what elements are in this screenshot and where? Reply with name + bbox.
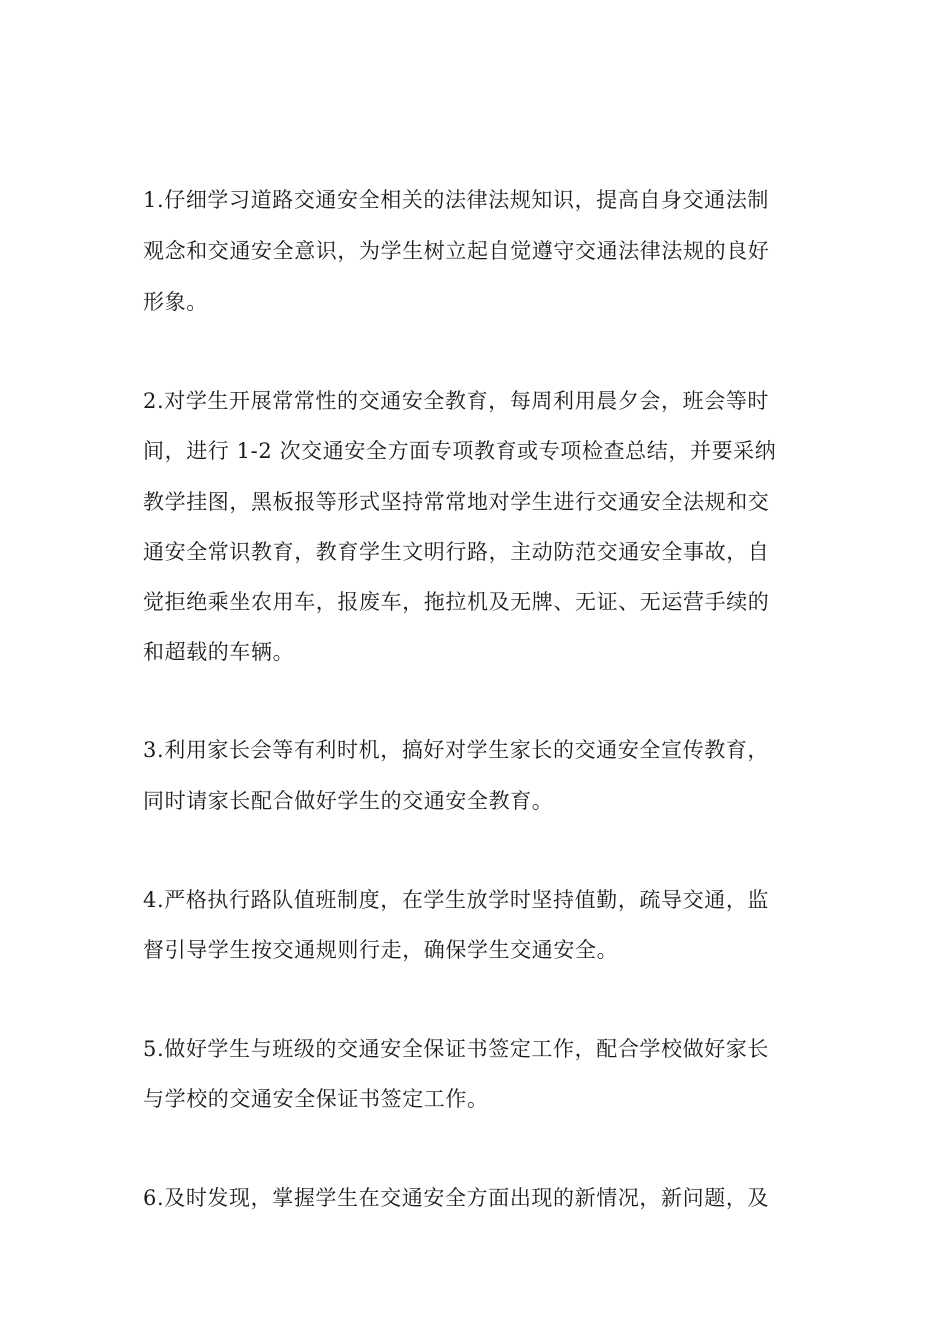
paragraph-line: 教学挂图，黑板报等形式坚持常常地对学生进行交通安全法规和交 xyxy=(143,490,770,514)
paragraph-line: 5.做好学生与班级的交通安全保证书签定工作，配合学校做好家长 xyxy=(143,1037,770,1061)
paragraph-line: 2.对学生开展常常性的交通安全教育，每周利用晨夕会，班会等时 xyxy=(143,389,770,413)
paragraph-line: 通安全常识教育，教育学生文明行路，主动防范交通安全事故，自 xyxy=(143,540,770,564)
paragraph-line: 和超载的车辆。 xyxy=(143,640,295,664)
paragraph-line: 6.及时发现，掌握学生在交通安全方面出现的新情况，新问题，及 xyxy=(143,1186,770,1210)
paragraph-line: 间，进行 1-2 次交通安全方面专项教育或专项检查总结，并要采纳 xyxy=(143,439,777,463)
paragraph-line: 3.利用家长会等有利时机，搞好对学生家长的交通安全宣传教育， xyxy=(143,738,770,762)
paragraph-line: 觉拒绝乘坐农用车，报废车，拖拉机及无牌、无证、无运营手续的 xyxy=(143,590,770,614)
paragraph-line: 1.仔细学习道路交通安全相关的法律法规知识，提高自身交通法制 xyxy=(143,188,770,212)
paragraph-line: 4.严格执行路队值班制度，在学生放学时坚持值勤，疏导交通，监 xyxy=(143,888,770,912)
paragraph-line: 同时请家长配合做好学生的交通安全教育。 xyxy=(143,789,554,813)
paragraph-line: 观念和交通安全意识，为学生树立起自觉遵守交通法律法规的良好 xyxy=(143,239,770,263)
paragraph-line: 与学校的交通安全保证书签定工作。 xyxy=(143,1087,489,1111)
paragraph-line: 形象。 xyxy=(143,290,208,314)
paragraph-line: 督引导学生按交通规则行走，确保学生交通安全。 xyxy=(143,938,619,962)
